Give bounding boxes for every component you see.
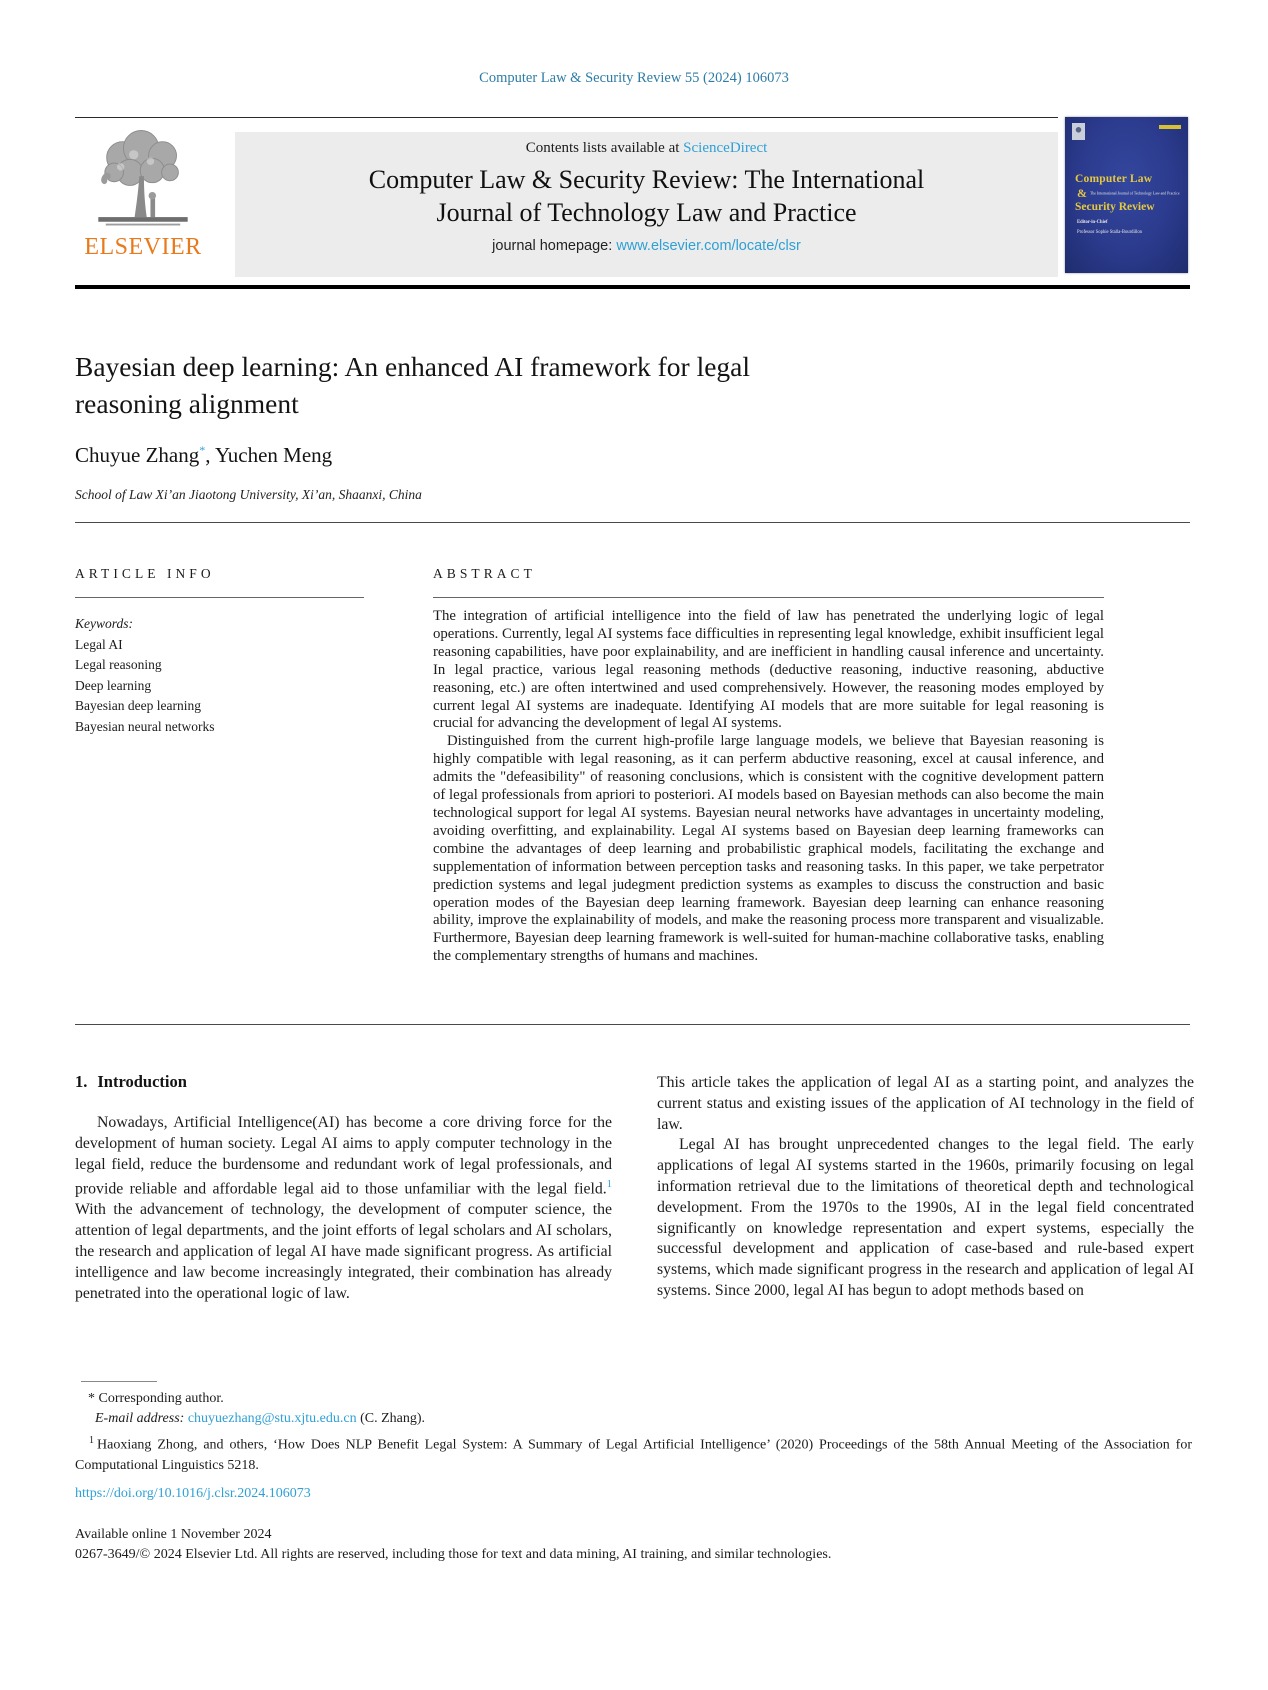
- affiliation: School of Law Xi’an Jiaotong University, Xi’an, Shaanxi, China: [75, 487, 422, 502]
- email-label: E-mail address:: [95, 1411, 188, 1426]
- elsevier-tree-icon: [78, 124, 208, 232]
- copyright-line: 0267-3649/© 2024 Elsevier Ltd. All rights are reserved, including those for text and data mining, AI training, and similar technologies.: [75, 1547, 832, 1562]
- elsevier-logo: [78, 124, 208, 274]
- cover-editor-name: Professor Sophie Stalla-Bourdillon: [1077, 229, 1142, 235]
- author-2: , Yuchen Meng: [205, 443, 333, 467]
- footnote-1-text: Haoxiang Zhong, and others, ‘How Does NLP Benefit Legal System: A Summary of Legal Artificial Intelligence’ (2020) Proceedings of the 58th Annual Meeting of the Association for Computational Linguistics 5218.: [75, 1437, 1192, 1473]
- corresponding-author-asterisk[interactable]: *: [199, 443, 206, 457]
- abstract-text: [433, 608, 1104, 966]
- homepage-prefix: journal homepage:: [492, 238, 617, 254]
- body-column-left: [75, 1113, 612, 1304]
- section-title: Introduction: [97, 1072, 187, 1091]
- keyword-item: Deep learning: [75, 677, 152, 693]
- elsevier-wordmark: ELSEVIER: [84, 234, 202, 260]
- body-paragraph: [75, 1113, 612, 1304]
- body-column-right: [657, 1073, 1194, 1302]
- article-title: [75, 348, 975, 422]
- section-heading-introduction: [75, 1072, 187, 1092]
- masthead-top-rule: [75, 117, 1058, 118]
- doi-link[interactable]: https://doi.org/10.1016/j.clsr.2024.106073: [75, 1486, 311, 1501]
- cover-editor-label: Editor-in-Chief: [1077, 219, 1108, 225]
- doi-line: [75, 1486, 311, 1502]
- sciencedirect-link[interactable]: ScienceDirect: [683, 140, 768, 156]
- homepage-link[interactable]: www.elsevier.com/locate/clsr: [616, 238, 801, 254]
- journal-cover-thumbnail: [1065, 117, 1188, 273]
- abstract-rule: [433, 597, 1104, 598]
- cover-ampersand: &: [1077, 186, 1087, 200]
- footnote-1-reference[interactable]: 1: [606, 1179, 612, 1191]
- abstract-bottom-rule: [75, 1024, 1190, 1025]
- corresponding-author-note: * Corresponding author.: [88, 1391, 224, 1406]
- cover-elsevier-mark-icon: [1072, 123, 1085, 140]
- article-info-heading: ARTICLE INFO: [75, 566, 215, 581]
- journal-title-line2: Journal of Technology Law and Practice: [436, 198, 857, 227]
- cover-issn-strip: [1159, 125, 1181, 129]
- footnote-1-number: 1: [89, 1435, 94, 1446]
- abstract-heading: ABSTRACT: [433, 566, 536, 581]
- authors-line: [75, 443, 332, 468]
- keywords-label: Keywords:: [75, 616, 133, 631]
- cover-subtitle: The International Journal of Technology Law and Practice: [1090, 191, 1180, 196]
- available-online-line: Available online 1 November 2024: [75, 1527, 272, 1542]
- keyword-item: Bayesian deep learning: [75, 698, 201, 714]
- keywords-block: [75, 614, 214, 738]
- cover-title-line2: Security Review: [1075, 201, 1155, 213]
- author-1: Chuyue Zhang: [75, 443, 200, 467]
- affiliation-rule: [75, 522, 1190, 523]
- body-paragraph: Legal AI has brought unprecedented changes to the legal field. The early applications of legal AI systems started in the 1960s, primarily focusing on legal information retrieval due to the limitations of theoretical depth and technological development. From the 1970s to the 1990s, AI in the legal field concentrated significantly on knowledge representation and expert systems, especially the successful development and application of case-based and rule-based expert systems, which made significant progress in the research and application of legal AI systems. Since 2000, legal AI has begun to adopt methods based on: [657, 1136, 1194, 1299]
- keyword-item: Bayesian neural networks: [75, 718, 215, 734]
- contents-line: [235, 140, 1058, 157]
- cover-title-line1: Computer Law: [1075, 173, 1153, 185]
- journal-citation: Computer Law & Security Review 55 (2024) 106073: [479, 70, 789, 86]
- cover-editor-block: [1077, 219, 1188, 239]
- section-number: 1.: [75, 1072, 88, 1091]
- body-text: With the advancement of technology, the development of computer science, the attention of legal departments, and the joint efforts of legal scholars and AI scholars, the research and application of legal AI have made significant progress. As artificial intelligence and law become increasingly integrated, their combination has already penetrated into the operational logic of law.: [75, 1201, 612, 1302]
- homepage-line: [235, 238, 1058, 254]
- journal-title-line1: Computer Law & Security Review: The International: [368, 165, 925, 194]
- masthead-journal-title: [235, 163, 1058, 229]
- article-info-rule: [75, 597, 364, 598]
- footnote-separator-rule: [81, 1381, 157, 1382]
- cover-title-block: [1075, 173, 1181, 213]
- abstract-paragraph-1: The integration of artificial intelligence into the field of law has penetrated the underlying logic of legal operations. Currently, legal AI systems face difficulties in representing legal knowledge, exhibit insufficient legal reasoning capabilities, have poor explainability, and are inefficient in handling causal inference and uncertainty. In legal practice, various legal reasoning methods (deductive reasoning, inductive reasoning, abductive reasoning, etc.) are often intertwined and used comprehensively. However, the reasoning modes employed by current legal AI systems are inadequate. Identifying AI models that are more suitable for legal reasoning is crucial for advancing the development of legal AI systems.: [433, 608, 1104, 732]
- email-suffix: (C. Zhang).: [356, 1411, 426, 1426]
- body-paragraph: This article takes the application of legal AI as a starting point, and analyzes the current status and existing issues of the application of AI technology in the field of law.: [657, 1074, 1194, 1133]
- keyword-item: Legal AI: [75, 636, 123, 652]
- article-title-line1: Bayesian deep learning: An enhanced AI framework for legal: [75, 351, 751, 382]
- article-title-line2: reasoning alignment: [75, 388, 299, 419]
- masthead-bottom-rule: [75, 285, 1190, 289]
- body-text: Nowadays, Artificial Intelligence(AI) has become a core driving force for the development of human society. Legal AI aims to apply computer technology in the legal field, reduce the burdensome and redundant work of legal professionals, and provide reliable and affordable legal aid to those unfamiliar with the legal field.: [75, 1114, 612, 1198]
- keyword-item: Legal reasoning: [75, 657, 162, 673]
- masthead-box: [235, 132, 1058, 277]
- footnote-1: [75, 1431, 1192, 1476]
- email-line: [95, 1411, 425, 1427]
- abstract-paragraph-2: Distinguished from the current high-profile large language models, we believe that Bayesian reasoning is highly compatible with legal reasoning, as it can perferm abductive reasoning, excel at causal inference, and admits the "defeasibility" of reasoning conclusions, which is consistent with the cognitive development pattern of legal professionals from apriori to posteriori. AI models based on Bayesian methods can also become the main technological support for legal AI systems. Bayesian neural networks have advantages in uncertainty modeling, avoiding overfitting, and explainability. Legal AI systems based on Bayesian deep learning frameworks can combine the advantages of deep learning and probabilistic graphical models, facilitating the exchange and supplementation of information between perception tasks and reasoning tasks. In this paper, we take perpetrator prediction systems and legal judegment prediction systems as examples to discuss the construction and basic operation modes of the Bayesian deep learning framework. Bayesian deep learning can enhance reasoning ability, improve the explainability of models, and make the reasoning process more transparent and visualizable. Furthermore, Bayesian deep learning framework is well-suited for human-machine collaborative tasks, enabling the complementary strengths of humans and machines.: [433, 733, 1104, 965]
- email-link[interactable]: chuyuezhang@stu.xjtu.edu.cn: [187, 1411, 357, 1426]
- contents-prefix: Contents lists available at: [525, 140, 684, 156]
